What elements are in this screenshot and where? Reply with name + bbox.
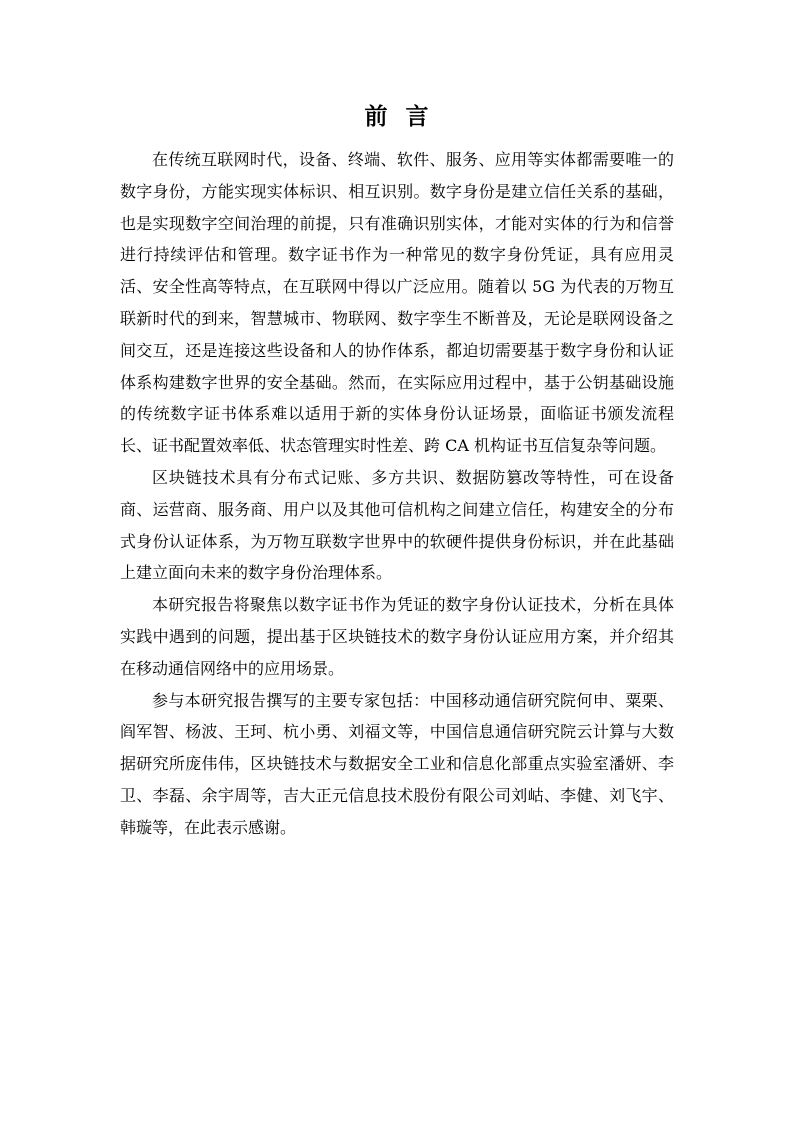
paragraph-acknowledgements: 参与本研究报告撰写的主要专家包括：中国移动通信研究院何申、粟栗、阎军智、杨波、王珂、杭小勇、刘福文等，中国信息通信研究院云计算与大数据研究所庞伟伟，区块链技术与数据安全工业和信息化部重点实验室潘妍、李卫、李磊、余宇周等，吉大正元信息技术股份有限公司刘岵、李健、刘飞宇、韩璇等，在此表示感谢。 (120, 690, 674, 837)
paragraph-intro: 在传统互联网时代，设备、终端、软件、服务、应用等实体都需要唯一的数字身份，方能实现实体标识、相互识别。数字身份是建立信任关系的基础，也是实现数字空间治理的前提，只有准确识别实体，才能对实体的行为和信誉进行持续评估和管理。数字证书作为一种常见的数字身份凭证，具有应用灵活、安全性高等特点，在互联网中得以广泛应用。随着以 5G 为代表的万物互联新时代的到来，智慧城市、物联网、数字孪生不断普及，无论是联网设备之间交互，还是连接这些设备和人的协作体系，都迫切需要基于数字身份和认证体系构建数字世界的安全基础。然而，在实际应用过程中，基于公钥基础设施的传统数字证书体系难以适用于新的实体身份认证场景，面临证书颁发流程长、证书配置效率低、状态管理实时性差、跨 CA 机构证书互信复杂等问题。 (120, 150, 674, 456)
paragraph-blockchain: 区块链技术具有分布式记账、多方共识、数据防篡改等特性，可在设备商、运营商、服务商、用户以及其他可信机构之间建立信任，构建安全的分布式身份认证体系，为万物互联数字世界中的软硬件提供身份标识，并在此基础上建立面向未来的数字身份治理体系。 (120, 467, 674, 583)
page-title: 前言 (364, 104, 447, 130)
paragraph-report-focus: 本研究报告将聚焦以数字证书作为凭证的数字身份认证技术，分析在具体实践中遇到的问题，提出基于区块链技术的数字身份认证应用方案，并介绍其在移动通信网络中的应用场景。 (120, 595, 674, 678)
document-body (120, 144, 674, 844)
